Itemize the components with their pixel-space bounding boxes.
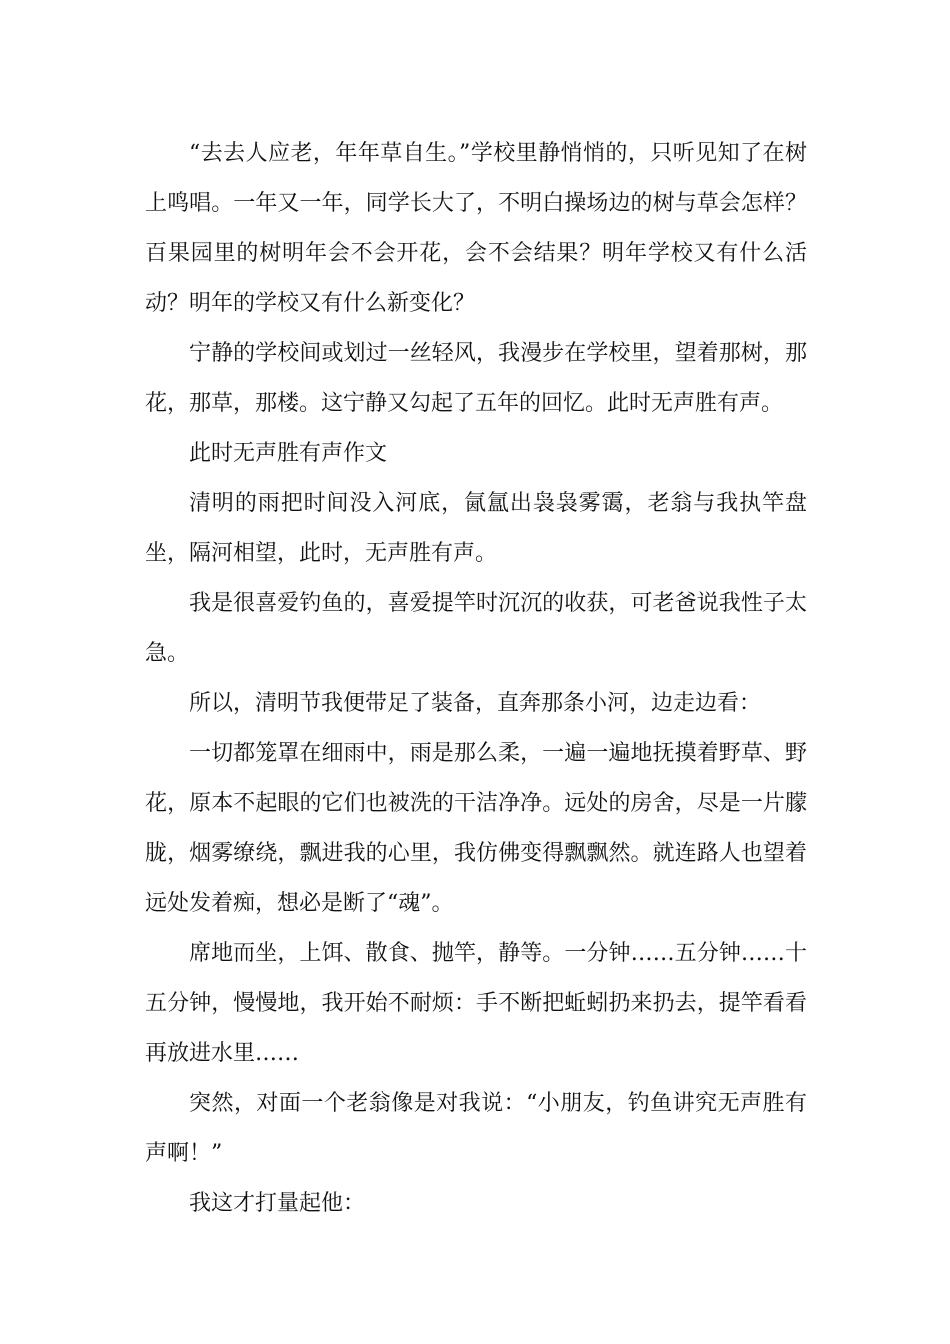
paragraph-old-man-speaks: 突然，对面一个老翁像是对我说：“小朋友，钓鱼讲究无声胜有声啊！”: [145, 1091, 807, 1166]
paragraph-waiting: 席地而坐，上饵、散食、抛竿，静等。一分钟……五分钟……十五分钟，慢慢地，我开始不耐烦：手不断把蚯蚓扔来扔去，提竿看看再放进水里……: [145, 941, 807, 1066]
document-body: [145, 129, 807, 1229]
paragraph-quiet-school: 宁静的学校间或划过一丝轻风，我漫步在学校里，望着那树，那花，那草，那楼。这宁静又勾起了五年的回忆。此时无声胜有声。: [145, 341, 807, 416]
paragraph-look-at-him: 我这才打量起他：: [189, 1191, 366, 1216]
paragraph-memory-intro: “去去人应老，年年草自生。”学校里静悄悄的，只听见知了在树上鸣唱。一年又一年，同学长大了，不明白操场边的树与草会怎样？百果园里的树明年会不会开花，会不会结果？明年学校又有什么活动？明年的学校又有什么新变化？: [145, 141, 807, 316]
paragraph-love-fishing: 我是很喜爱钓鱼的，喜爱提竿时沉沉的收获，可老爸说我性子太急。: [145, 591, 807, 666]
essay-heading: 此时无声胜有声作文: [189, 441, 388, 466]
paragraph-set-out: 所以，清明节我便带足了装备，直奔那条小河，边走边看：: [189, 691, 762, 716]
paragraph-drizzle-scenery: 一切都笼罩在细雨中，雨是那么柔，一遍一遍地抚摸着野草、野花，原本不起眼的它们也被洗的干洁净净。远处的房舍，尽是一片朦胧，烟雾缭绕，飘进我的心里，我仿佛变得飘飘然。就连路人也望着远处发着痴，想必是断了“魂”。: [145, 741, 807, 916]
paragraph-qingming-rain: 清明的雨把时间没入河底，氤氲出袅袅雾霭，老翁与我执竿盘坐，隔河相望，此时，无声胜有声。: [145, 491, 807, 566]
